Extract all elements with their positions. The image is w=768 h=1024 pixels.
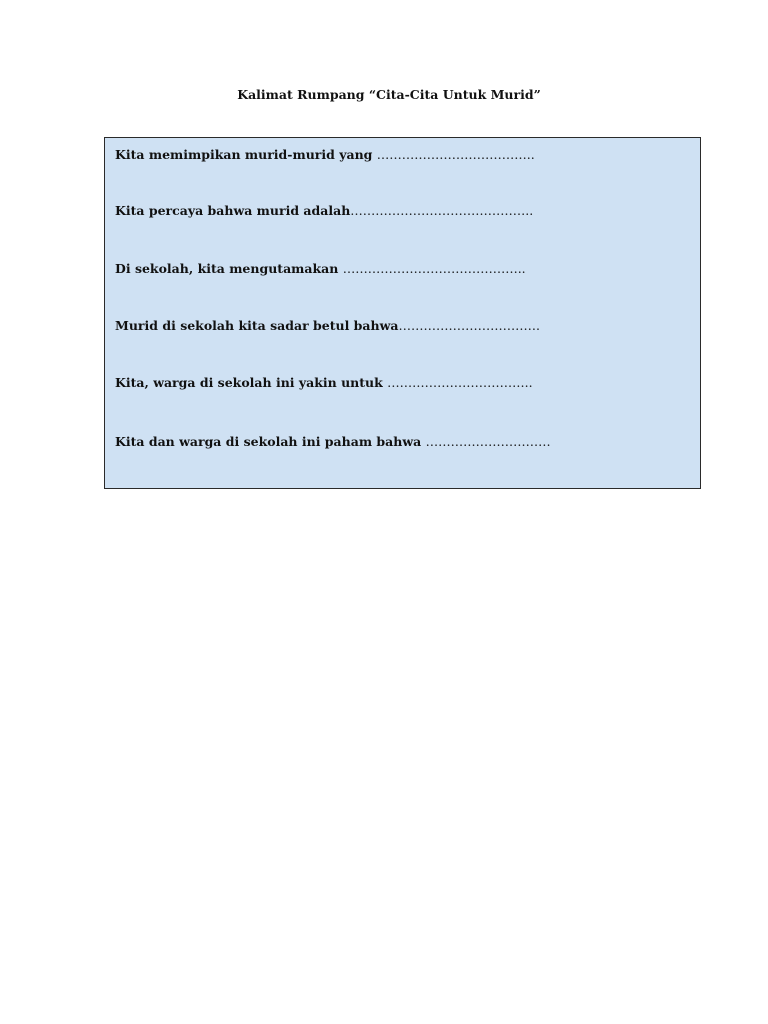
sentence-2 bbox=[115, 203, 533, 218]
sentence-1-blank: ……………………………….. bbox=[376, 147, 535, 162]
fill-in-sentence-box bbox=[104, 137, 701, 489]
sentence-5-blank: …………………………….. bbox=[387, 375, 533, 390]
sentence-2-prompt: Kita percaya bahwa murid adalah bbox=[115, 203, 351, 218]
sentence-3-prompt: Di sekolah, kita mengutamakan bbox=[115, 261, 343, 276]
sentence-2-blank: …………………………………….. bbox=[350, 203, 534, 218]
sentence-6 bbox=[115, 434, 551, 449]
sentence-6-blank: ………………………… bbox=[425, 434, 551, 449]
sentence-3 bbox=[115, 261, 526, 276]
sentence-5-prompt: Kita, warga di sekolah ini yakin untuk bbox=[115, 375, 388, 390]
document-title: Kalimat Rumpang “Cita-Cita Untuk Murid” bbox=[237, 87, 541, 102]
sentence-1-prompt: Kita memimpikan murid-murid yang bbox=[115, 147, 377, 162]
sentence-6-prompt: Kita dan warga di sekolah ini paham bahwa bbox=[115, 434, 426, 449]
sentence-1 bbox=[115, 147, 535, 162]
sentence-3-blank: …………………………………….. bbox=[342, 261, 526, 276]
sentence-4-prompt: Murid di sekolah kita sadar betul bahwa bbox=[115, 318, 399, 333]
sentence-4-blank: ……………………………. bbox=[398, 318, 540, 333]
sentence-4 bbox=[115, 318, 540, 333]
sentence-5 bbox=[115, 375, 533, 390]
